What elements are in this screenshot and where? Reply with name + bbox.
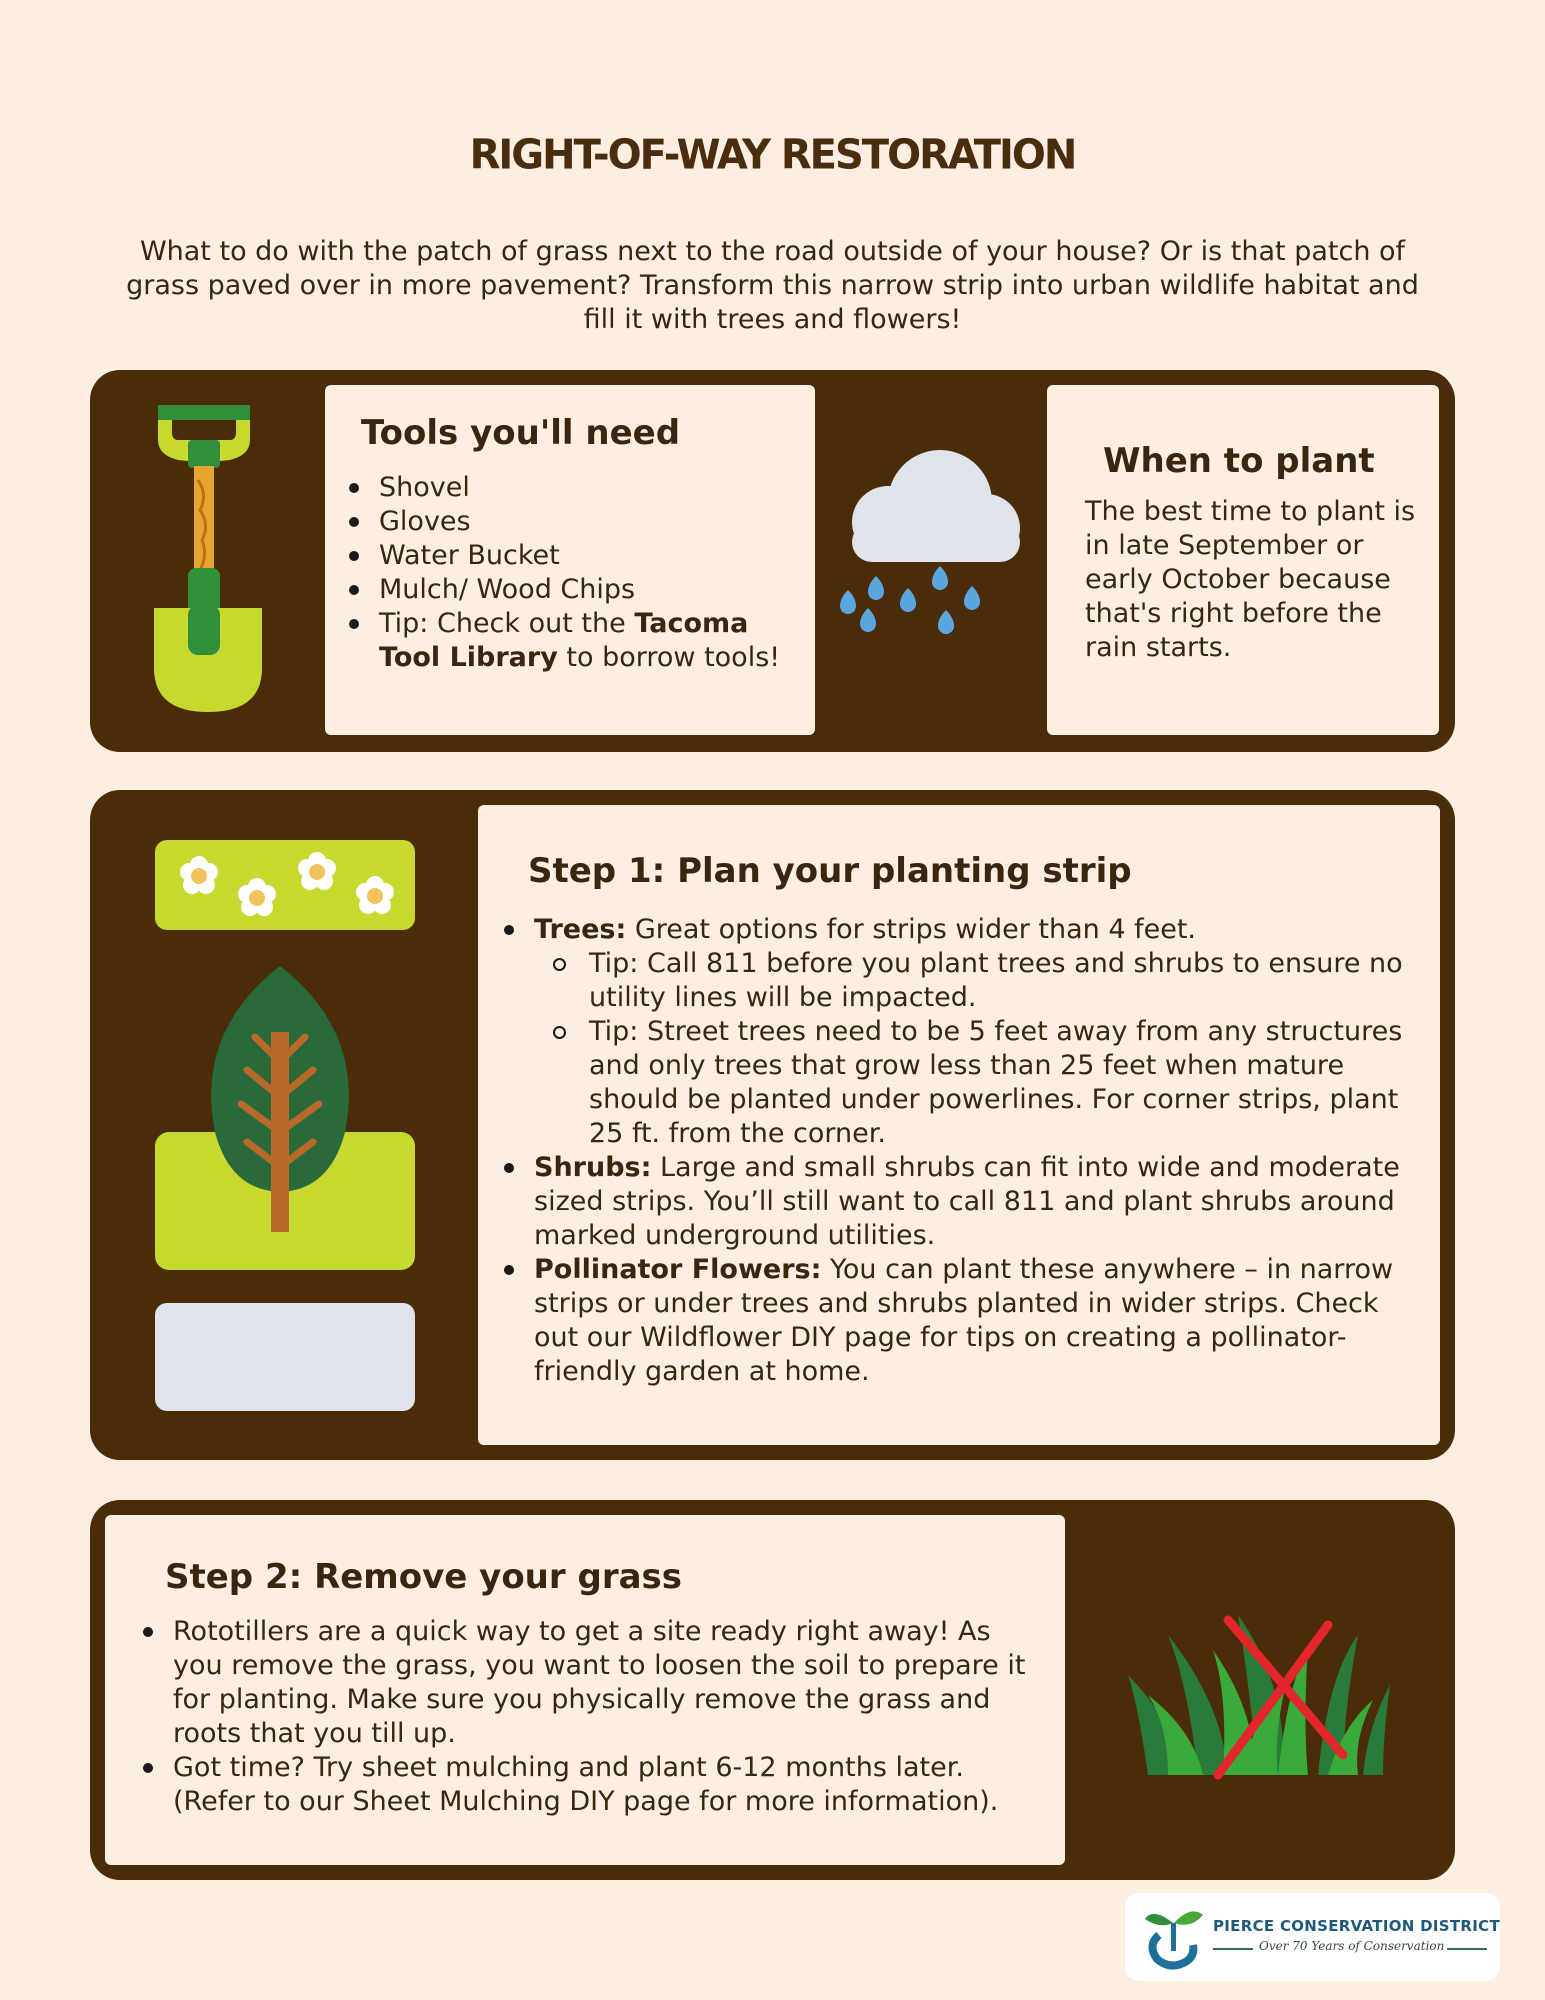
step1-heading: Step 1: Plan your planting strip [528, 851, 1132, 891]
trees-text: Great options for strips wider than 4 feet. [626, 914, 1196, 945]
tool-library-name: Tacoma Tool Library [379, 608, 749, 673]
step2-sheet-mulch-item: Got time? Try sheet mulching and plant 6-12 months later. (Refer to our Sheet Mulching DIY page for more information). [173, 1751, 1043, 1819]
tool-item-mulch: Mulch/ Wood Chips [379, 573, 809, 607]
tool-item-water-bucket: Water Bucket [379, 539, 809, 573]
tools-card [325, 385, 815, 735]
page-title: RIGHT-OF-WAY RESTORATION [469, 131, 1076, 179]
shrubs-text: Large and small shrubs can fit into wide and moderate sized strips. You’ll still want to call 811 and plant shrubs around marked underground utilities. [534, 1152, 1400, 1251]
tool-item-gloves: Gloves [379, 505, 809, 539]
when-card [1047, 385, 1439, 735]
tool-tip [379, 607, 809, 675]
step2-list [173, 1615, 1043, 1819]
crossed-grass-icon [1128, 1615, 1390, 1785]
flower-strip-icon [155, 840, 415, 930]
step2-card [105, 1515, 1065, 1865]
tool-tip-suffix: to borrow tools! [557, 642, 781, 673]
step1-shrubs-item [534, 1151, 1424, 1253]
logo-tagline: Over 70 Years of Conservation [1259, 1939, 1445, 1953]
tools-heading: Tools you'll need [361, 413, 681, 453]
bare-strip-icon [155, 1303, 415, 1411]
trees-tips-list [534, 947, 1424, 1151]
step1-trees-item [534, 913, 1424, 1151]
step1-list [534, 913, 1424, 1389]
leaf-drop-logo-icon [1143, 1905, 1205, 1971]
logo-tagline-line-left [1213, 1948, 1253, 1950]
trees-tip-distance: Tip: Street trees need to be 5 feet away from any structures and only trees that grow less than 25 feet when mature should be planted under powerlines. For corner strips, plant 25 ft. from the corner. [589, 1015, 1424, 1151]
tree-strip-icon [155, 962, 415, 1270]
tool-item-shovel: Shovel [379, 471, 809, 505]
logo-tagline-line-right [1447, 1948, 1487, 1950]
tool-tip-prefix: Tip: Check out the [379, 608, 635, 639]
shovel-icon [148, 400, 268, 720]
trees-label: Trees: [534, 914, 627, 945]
logo-name: PIERCE CONSERVATION DISTRICT [1213, 1917, 1500, 1935]
step2-rototiller-item: Rototillers are a quick way to get a site ready right away! As you remove the grass, you want to loosen the soil to prepare it for planting. Make sure you physically remove the grass and roots that you till up. [173, 1615, 1043, 1751]
step1-card [478, 805, 1440, 1445]
step1-flowers-item [534, 1253, 1424, 1389]
flowers-label: Pollinator Flowers: [534, 1254, 822, 1285]
shrubs-label: Shrubs: [534, 1152, 652, 1183]
intro-paragraph: What to do with the patch of grass next to the road outside of your house? Or is that patch of grass paved over in more pavement? Transform this narrow strip into urban wildlife habitat and fill it with trees and flowers! [126, 236, 1419, 335]
when-text: The best time to plant is in late September or early October because that's right before the rain starts. [1085, 496, 1416, 663]
trees-tip-811: Tip: Call 811 before you plant trees and shrubs to ensure no utility lines will be impacted. [589, 947, 1424, 1015]
organization-logo [1125, 1893, 1500, 1981]
rain-cloud-icon [828, 440, 1038, 650]
tools-list [379, 471, 809, 675]
flowers-text: You can plant these anywhere – in narrow strips or under trees and shrubs planted in wider strips. Check out our Wildflower DIY page for tips on creating a pollinator-friendly garden at home. [534, 1254, 1394, 1387]
when-heading: When to plant [1103, 441, 1375, 481]
step2-heading: Step 2: Remove your grass [165, 1557, 683, 1597]
